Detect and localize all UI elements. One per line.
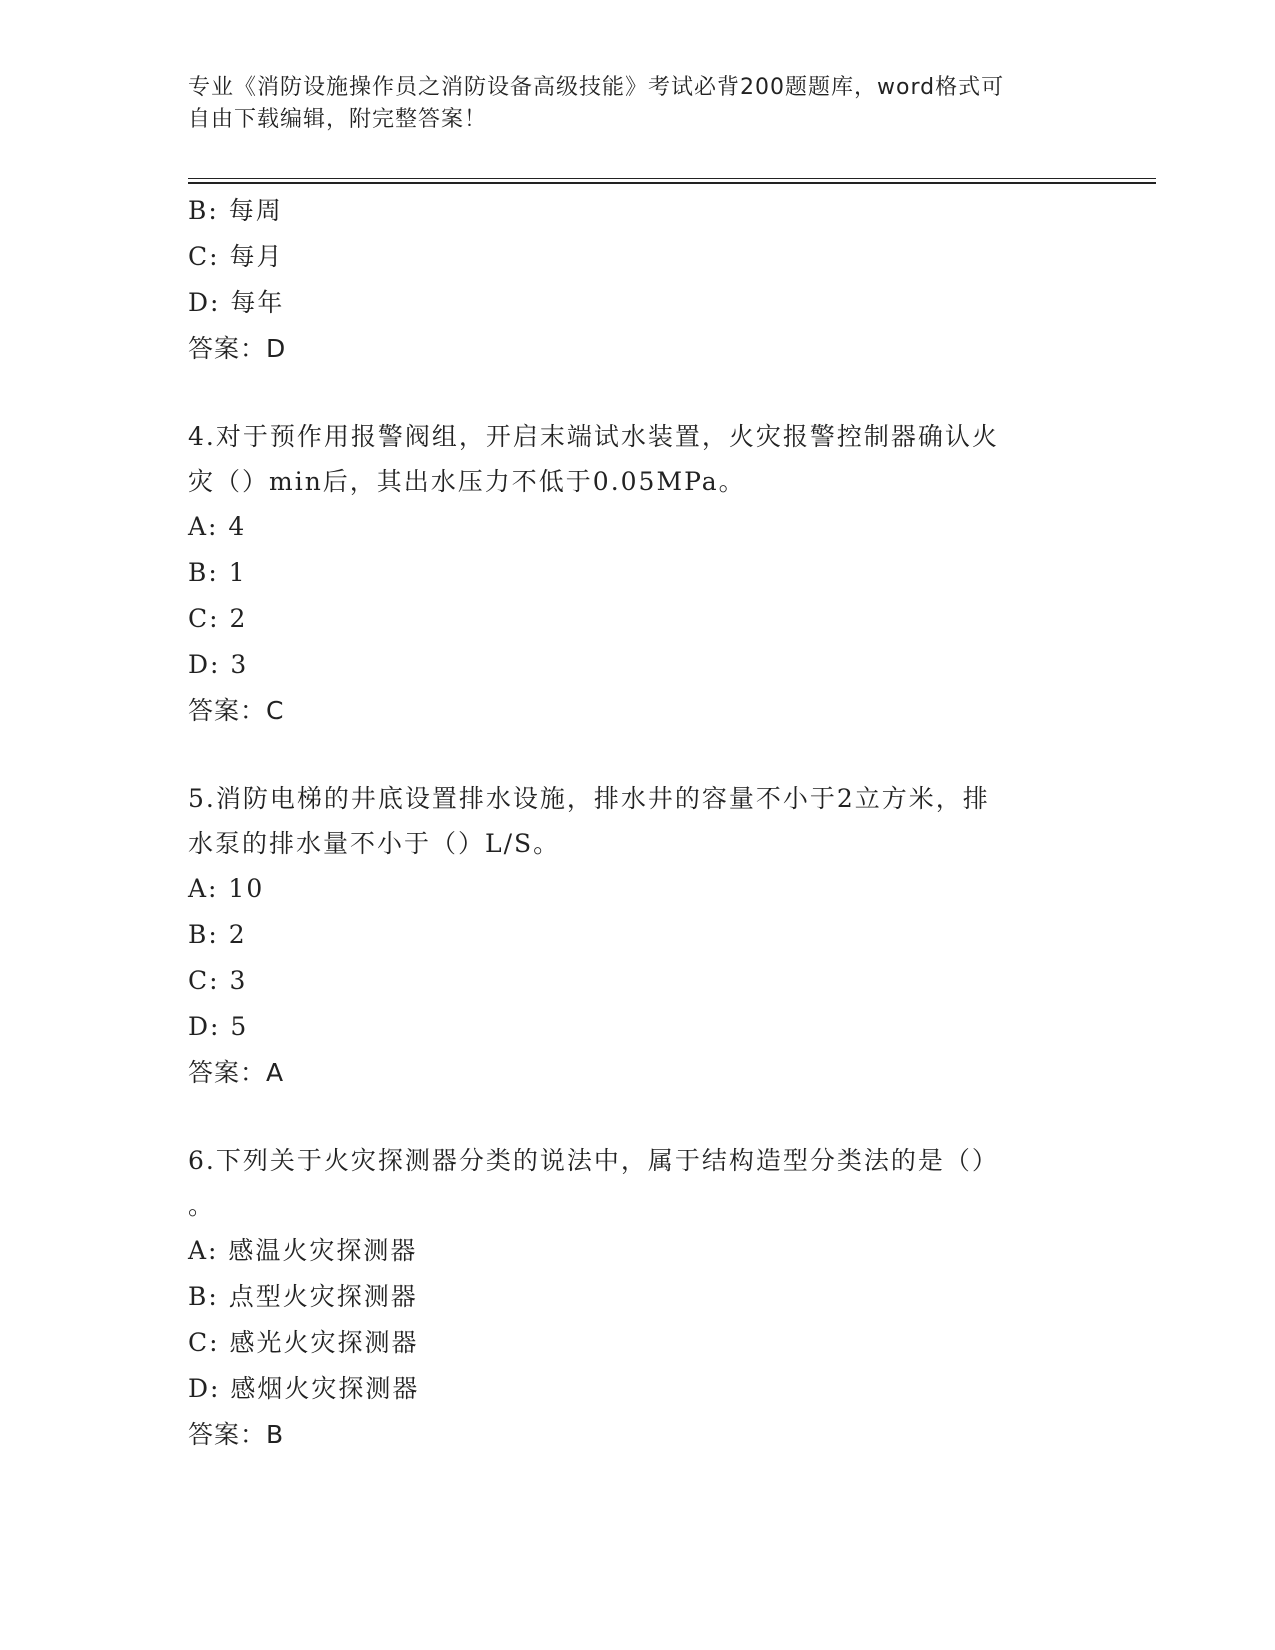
question-stem-line-1: 6.下列关于火灾探测器分类的说法中，属于结构造型分类法的是（）: [188, 1146, 999, 1175]
question-stem-line-2: 灾（）min后，其出水压力不低于0.05MPa。: [188, 467, 746, 496]
question-gap: [188, 734, 1068, 776]
answer-line: 答案：A: [188, 1058, 285, 1087]
option-a: A: 感温火灾探测器: [188, 1236, 418, 1265]
question-stem: [188, 776, 1068, 866]
header-rule-thick: [188, 182, 1156, 184]
answer-line: 答案：C: [188, 696, 285, 725]
option-d: D: 每年: [188, 288, 285, 317]
option-c: C: 2: [188, 604, 248, 633]
question-3: [188, 188, 1068, 372]
question-stem: [188, 1138, 1068, 1228]
question-4: [188, 414, 1068, 734]
option-b: B: 点型火灾探测器: [188, 1282, 418, 1311]
option-d: D: 3: [188, 650, 249, 679]
option-a: A: 4: [188, 512, 247, 541]
answer-line: 答案：D: [188, 334, 287, 363]
option-a: A: 10: [188, 874, 265, 903]
question-6: [188, 1138, 1068, 1458]
answer-line: 答案：B: [188, 1420, 285, 1449]
option-b: B: 每周: [188, 196, 283, 225]
option-c: C: 感光火灾探测器: [188, 1328, 419, 1357]
question-stem-line-2: 。: [188, 1191, 216, 1220]
option-d: D: 感烟火灾探测器: [188, 1374, 420, 1403]
question-stem-line-1: 5.消防电梯的井底设置排水设施，排水井的容量不小于2立方米，排: [188, 784, 990, 813]
question-stem-line-1: 4.对于预作用报警阀组，开启末端试水装置，火灾报警控制器确认火: [188, 422, 999, 451]
option-b: B: 1: [188, 558, 247, 587]
question-stem-line-2: 水泵的排水量不小于（）L/S。: [188, 829, 561, 858]
header-line-2: 自由下载编辑，附完整答案！: [188, 107, 488, 132]
question-gap: [188, 1096, 1068, 1138]
option-d: D: 5: [188, 1012, 249, 1041]
option-c: C: 每月: [188, 242, 284, 271]
question-list: [188, 188, 1068, 1458]
header-rule-thin: [188, 178, 1156, 179]
question-5: [188, 776, 1068, 1096]
page-header: [188, 72, 1068, 136]
option-b: B: 2: [188, 920, 247, 949]
question-gap: [188, 372, 1068, 414]
question-stem: [188, 414, 1068, 504]
option-c: C: 3: [188, 966, 248, 995]
header-line-1: 专业《消防设施操作员之消防设备高级技能》考试必背200题题库，word格式可: [188, 75, 1005, 100]
